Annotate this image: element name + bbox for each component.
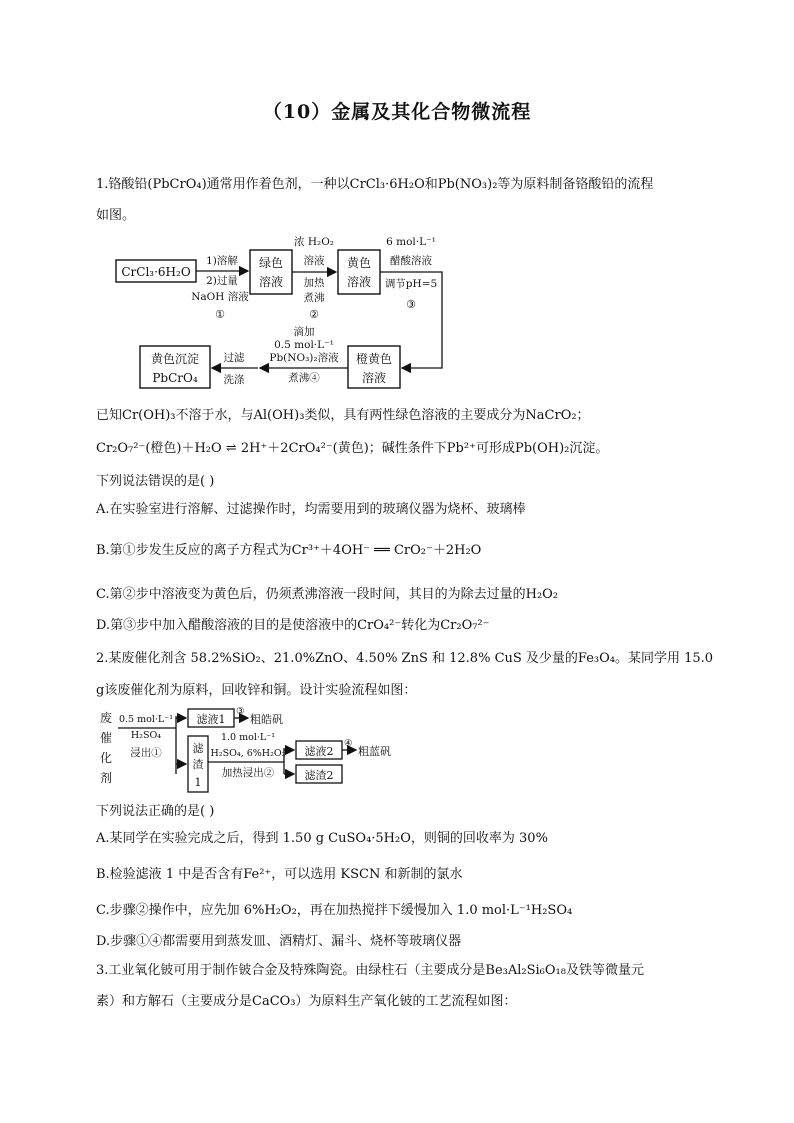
q1-known-line1: 已知Cr(OH)₃不溶于水，与Al(OH)₃类似，具有两性绿色溶液的主要成分为NaCrO₂；: [96, 408, 590, 423]
svg-text:6 mol·L⁻¹: 6 mol·L⁻¹: [386, 236, 436, 248]
svg-text:渣: 渣: [192, 758, 204, 771]
svg-text:溶液: 溶液: [303, 255, 325, 267]
svg-text:滤液2: 滤液2: [304, 745, 334, 758]
svg-text:0.5 mol·L⁻¹: 0.5 mol·L⁻¹: [118, 714, 174, 725]
q2-question: 下列说法正确的是( ): [96, 804, 215, 819]
svg-text:1: 1: [194, 776, 202, 789]
flow-orange-line2: 溶液: [361, 371, 387, 385]
svg-text:废: 废: [99, 711, 113, 725]
svg-text:化: 化: [99, 751, 113, 765]
svg-text:H₂SO₄: H₂SO₄: [130, 730, 162, 741]
q1-flowchart: [110, 232, 450, 392]
svg-text:1)溶解: 1)溶解: [206, 255, 238, 267]
svg-text:催: 催: [99, 731, 113, 745]
svg-text:2)过量: 2)过量: [206, 275, 238, 287]
q1-stem-line2: 如图。: [96, 208, 136, 223]
q1-option-b: B.第①步发生反应的离子方程式为Cr³⁺＋4OH⁻ ══ CrO₂⁻＋2H₂O: [96, 543, 482, 558]
q1-question: 下列说法错误的是( ): [96, 474, 215, 489]
q3-stem-line2: 素）和方解石（主要成分是CaCO₃）为原料生产氧化铍的工艺流程如图：: [96, 994, 517, 1009]
svg-text:滤渣2: 滤渣2: [304, 769, 334, 782]
q2-option-d: D.步骤①④都需要用到蒸发皿、酒精灯、漏斗、烧杯等玻璃仪器: [96, 934, 462, 949]
q1-option-c: C.第②步中溶液变为黄色后，仍须煮沸溶液一段时间，其目的为除去过量的H₂O₂: [96, 587, 559, 602]
svg-text:H₂SO₄, 6%H₂O₂: H₂SO₄, 6%H₂O₂: [210, 748, 286, 759]
svg-text:粗皓矾: 粗皓矾: [250, 713, 283, 726]
svg-text:1.0 mol·L⁻¹: 1.0 mol·L⁻¹: [220, 732, 276, 743]
q1-option-a: A.在实验室进行溶解、过滤操作时，均需要用到的玻璃仪器为烧杯、玻璃棒: [96, 502, 526, 517]
q2-option-a: A.某同学在实验完成之后，得到 1.50 g CuSO₄·5H₂O，则铜的回收率为 30%: [96, 831, 548, 846]
svg-text:加热浸出②: 加热浸出②: [221, 767, 275, 779]
flow-start-label: CrCl₃·6H₂O: [121, 265, 191, 279]
svg-text:浓 H₂O₂: 浓 H₂O₂: [293, 236, 335, 248]
svg-text:NaOH 溶液: NaOH 溶液: [191, 291, 249, 303]
flow-orange-line1: 橙黄色: [355, 352, 393, 366]
svg-text:③: ③: [406, 298, 416, 311]
svg-text:洗涤: 洗涤: [223, 374, 245, 386]
svg-text:滤: 滤: [192, 742, 204, 755]
svg-text:煮沸: 煮沸: [303, 292, 325, 304]
q2-flowchart: [98, 704, 458, 804]
svg-text:加热: 加热: [303, 277, 325, 289]
flow-green-line2: 溶液: [258, 275, 284, 289]
q2-option-b: B.检验滤液 1 中是否含有Fe²⁺，可以选用 KSCN 和新制的氯水: [96, 867, 463, 882]
svg-text:0.5 mol·L⁻¹: 0.5 mol·L⁻¹: [274, 339, 334, 351]
q2-stem-line2: g该废催化剂为原料，回收锌和铜。设计实验流程如图：: [96, 683, 417, 698]
q3-stem-line1: 3.工业氧化铍可用于制作铍合金及特殊陶瓷。由绿柱石（主要成分是Be₃Al₂Si₆O₁₈及铁等微量元: [96, 963, 644, 978]
svg-text:过滤: 过滤: [223, 352, 245, 364]
svg-text:①: ①: [215, 308, 225, 321]
svg-text:煮沸④: 煮沸④: [288, 372, 320, 384]
svg-text:②: ②: [309, 308, 319, 321]
svg-text:④: ④: [344, 738, 353, 749]
q1-known-line2: Cr₂O₇²⁻(橙色)＋H₂O ⇌ 2H⁺＋2CrO₄²⁻(黄色)；碱性条件下Pb²⁺可形成Pb(OH)₂沉淀。: [96, 441, 609, 456]
q1-stem-line1: 1.铬酸铅(PbCrO₄)通常用作着色剂，一种以CrCl₃·6H₂O和Pb(NO₃)₂等为原料制备铬酸铅的流程: [96, 177, 654, 192]
svg-text:③: ③: [236, 706, 245, 717]
svg-text:剂: 剂: [99, 771, 113, 785]
page-title: （10）金属及其化合物微流程: [262, 101, 532, 123]
flow-yellow-line1: 黄色: [346, 256, 372, 270]
q2-stem-line1: 2.某废催化剂含 58.2%SiO₂、21.0%ZnO、4.50% ZnS 和 12.8% CuS 及少量的Fe₃O₄。某同学用 15.0: [96, 651, 714, 666]
flow-green-line1: 绿色: [258, 256, 284, 270]
q1-option-d: D.第③步中加入醋酸溶液的目的是使溶液中的CrO₄²⁻转化为Cr₂O₇²⁻: [96, 618, 490, 633]
q2-option-c: C.步骤②操作中，应先加 6%H₂O₂，再在加热搅拌下缓慢加入 1.0 mol·L⁻¹H₂SO₄: [96, 903, 573, 918]
svg-text:粗蓝矾: 粗蓝矾: [358, 745, 391, 758]
flow-ppt-line1: 黄色沉淀: [150, 352, 200, 366]
svg-text:调节pH=5: 调节pH=5: [384, 278, 438, 290]
svg-text:滤液1: 滤液1: [196, 713, 226, 726]
flow-ppt-line2: PbCrO₄: [152, 371, 198, 385]
svg-text:浸出①: 浸出①: [130, 747, 162, 759]
svg-text:Pb(NO₃)₂溶液: Pb(NO₃)₂溶液: [269, 352, 339, 364]
svg-text:滴加: 滴加: [293, 326, 315, 338]
svg-text:醋酸溶液: 醋酸溶液: [390, 255, 432, 267]
flow-yellow-line2: 溶液: [346, 275, 372, 289]
